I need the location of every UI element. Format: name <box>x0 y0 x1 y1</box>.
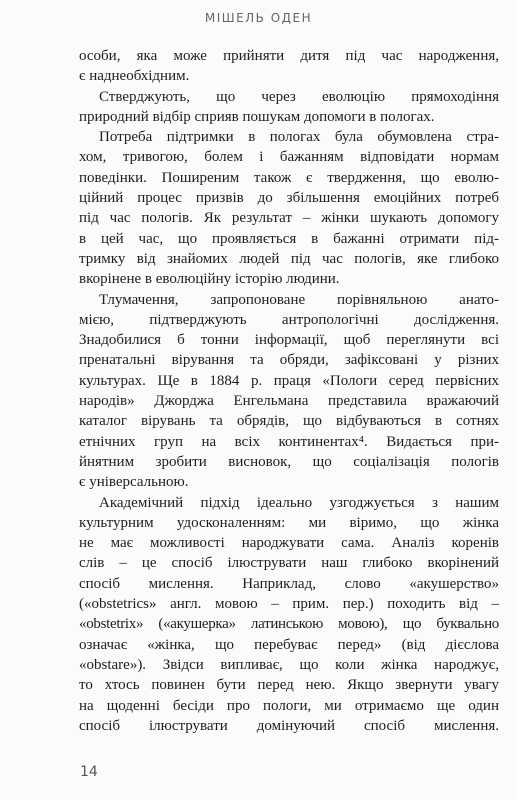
text-line: на щоденні бесіди про пологи, ми отримаємо ще один <box>79 697 499 714</box>
text-line: спосіб ілюструвати домінуючий спосіб мислення. <box>79 717 499 734</box>
text-line: поведінки. Поширеним також є твердження, що еволю- <box>79 169 499 186</box>
text-line: не має можливості народжувати сама. Аналіз коренів <box>79 535 499 552</box>
text-line: є наднеобхідним. <box>79 68 190 85</box>
text-line: вкорінене в еволюційну історію людини. <box>79 271 340 288</box>
text-line: йнятним зробити висновок, що соціалізація пологів <box>79 453 499 470</box>
text-line: природний відбір сприяв пошукам допомоги в пологах. <box>79 108 435 125</box>
text-line: Знадобилися б тонни інформації, щоб переглянути всі <box>79 332 499 349</box>
text-line: в цей час, що проявляється в бажанні отримати під- <box>79 230 499 247</box>
body-text <box>79 46 499 736</box>
text-line: пренатальні вірування та обряди, зафіксовані у різних <box>79 352 499 369</box>
text-line: слів – це спосіб ілюструвати наш глибоко вкорінений <box>79 555 499 572</box>
text-line: Стверджують, що через еволюцію прямоходіння <box>99 88 499 105</box>
text-line: особи, яка може прийняти дитя під час народження, <box>79 48 499 64</box>
text-line: етнічних груп на всіх континентах⁴. Видається при- <box>79 433 499 450</box>
text-line: («obstetrics» англ. мовою – прим. пер.) походить від – <box>79 596 499 613</box>
text-line: культурним удосконаленням: ми віримо, що жінка <box>79 514 499 531</box>
text-line: «obstare»). Звідси випливає, що коли жінка народжує, <box>79 656 499 673</box>
text-line: хом, тривогою, болем і бажанням відповідати нормам <box>79 149 499 166</box>
text-line: під час пологів. Як результат – жінки шукають допомогу <box>79 210 499 227</box>
text-line: тримку від знайомих людей під час пологів, яке глибоко <box>79 250 499 267</box>
text-line: Академічний підхід ідеально узгоджується з нашим <box>99 494 499 511</box>
text-line: каталог вірувань та обрядів, що відбуваються в сотнях <box>79 413 499 430</box>
text-line: ційний процес призвів до збільшення емоційних потреб <box>79 190 499 207</box>
text-line: «obstetrix» («акушерка» латинською мовою), що буквально <box>79 616 499 633</box>
text-line: Тлумачення, запропоноване порівняльною анато- <box>99 291 499 308</box>
text-line: народів» Джорджа Енгельмана представила вражаючий <box>79 393 499 410</box>
text-line: то хтось повинен бути перед нею. Якщо звернути увагу <box>79 677 499 694</box>
text-line: спосіб мислення. Наприклад, слово «акушерство» <box>79 575 499 592</box>
text-line: Потреба підтримки в пологах була обумовлена стра- <box>99 129 499 146</box>
running-head: МІШЕЛЬ ОДЕН <box>204 11 313 25</box>
text-line: мією, підтверджують антропологічні дослідження. <box>79 311 499 328</box>
text-line: культурах. Ще в 1884 р. праця «Пологи серед первісних <box>79 372 499 389</box>
text-line: є універсальною. <box>79 474 189 491</box>
page-number: 14 <box>80 764 98 780</box>
text-line: означає «жінка, що перебуває перед» (від дієслова <box>79 636 499 653</box>
